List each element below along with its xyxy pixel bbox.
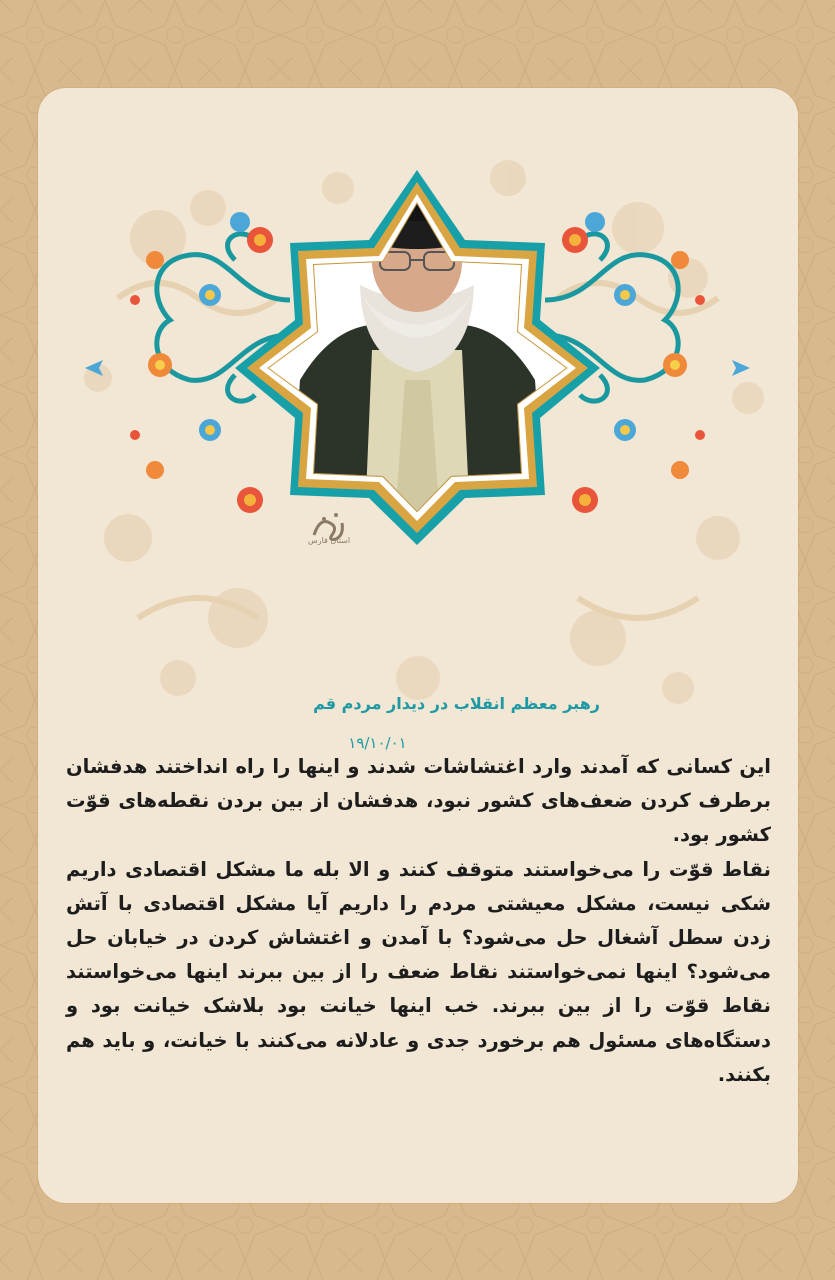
date-label: ۱۹/۱۰/۰۱ [348,734,407,752]
logo-label: استان فارس [307,536,351,545]
quote-text [66,750,771,1092]
paragraph-1: این کسانی که آمدند وارد اغتشاشات شدند و اینها را راه انداختند هدفشان برطرف کردن ضعف‌های کشور نبود، هدفشان از بین بردن نقطه‌های قوّت کشور بود. [66,755,771,847]
page-title: رهبر معظم انقلاب در دیدار مردم قم [313,694,600,713]
paragraph-2: نقاط قوّت را می‌خواستند متوقف کنند و الا بله ما مشکل اقتصادی داریم شکی نیست، مشکل معیشتی مردم را داریم آیا مشکل اقتصادی با آتش زدن سطل آشغال حل می‌شود؟ با آمدن و اغتشاش کردن در خیابان حل می‌شود؟ اینها نمی‌خواستند نقاط ضعف را از بین ببرند اینها می‌خواستند نقاط قوّت را از بین ببرند. خب اینها خیانت بود بلاشک خیانت بود و دستگاه‌های مسئول هم برخورد جدی و عادلانه می‌کنند با خیانت، و باید هم بکنند. [66,857,771,1086]
emblem [0,0,835,600]
